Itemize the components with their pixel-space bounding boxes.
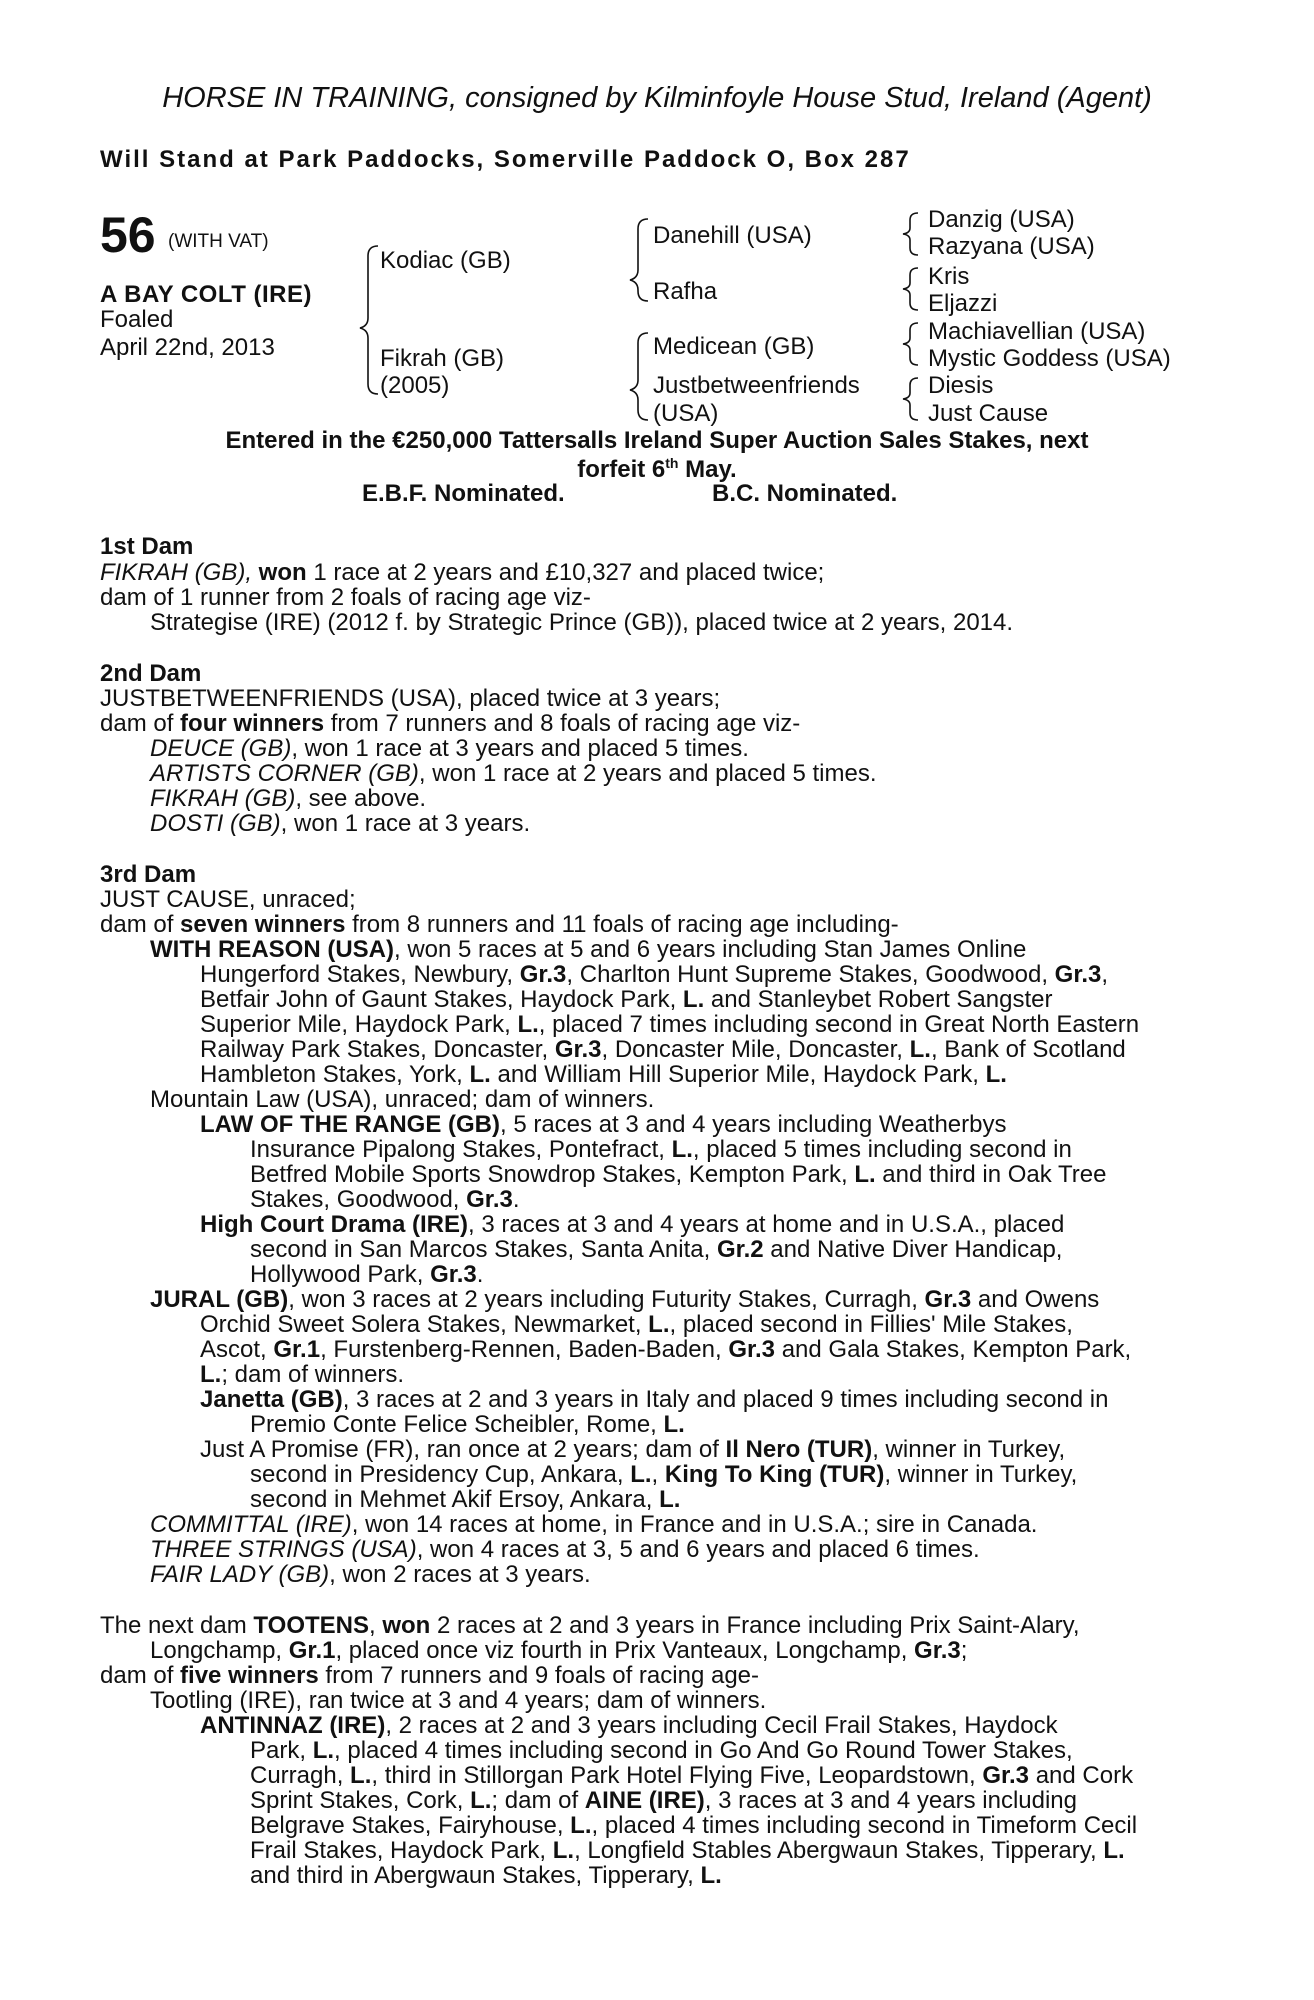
third-dam-line: Stakes, Goodwood, Gr.3.	[250, 1186, 520, 1213]
third-dam-line: Hambleton Stakes, York, L. and William Hill Superior Mile, Haydock Park, L.	[200, 1061, 1007, 1088]
third-dam-line: High Court Drama (IRE), 3 races at 3 and 4 years at home and in U.S.A., placed	[200, 1211, 1065, 1238]
third-dam-line: THREE STRINGS (USA), won 4 races at 3, 5 and 6 years and placed 6 times.	[150, 1536, 980, 1563]
ebf-nominated: E.B.F. Nominated.	[362, 480, 565, 507]
third-dam-line: Hollywood Park, Gr.3.	[250, 1261, 484, 1288]
pedigree-dam-dam-2: (USA)	[653, 400, 719, 427]
third-dam-line: JUST CAUSE, unraced;	[100, 886, 356, 913]
vat-note: (WITH VAT)	[168, 231, 269, 252]
pedigree-dam-dam: Justbetweenfriends	[653, 372, 860, 399]
pedigree-dam-year: (2005)	[380, 372, 450, 399]
next-dam-line: dam of five winners from 7 runners and 9 foals of racing age-	[100, 1662, 760, 1689]
pedigree-sire-dam: Rafha	[653, 278, 718, 305]
pedigree-dss: Machiavellian (USA)	[928, 318, 1146, 345]
third-dam-line: Janetta (GB), 3 races at 2 and 3 years in Italy and placed 9 times including second in	[200, 1386, 1109, 1413]
third-dam-line: Mountain Law (USA), unraced; dam of winners.	[150, 1086, 655, 1113]
second-dam-line: JUSTBETWEENFRIENDS (USA), placed twice at 3 years;	[100, 685, 721, 712]
third-dam-line: WITH REASON (USA), won 5 races at 5 and 6 years including Stan James Online	[150, 936, 1027, 963]
next-dam-line: and third in Abergwaun Stakes, Tipperary, L.	[250, 1862, 722, 1889]
third-dam-line: Orchid Sweet Solera Stakes, Newmarket, L., placed second in Fillies' Mile Stakes,	[200, 1311, 1073, 1338]
third-dam-line: Hungerford Stakes, Newbury, Gr.3, Charlton Hunt Supreme Stakes, Goodwood, Gr.3,	[200, 961, 1109, 988]
next-dam-line: The next dam TOOTENS, won 2 races at 2 and 3 years in France including Prix Saint-Alary,	[100, 1612, 1080, 1639]
next-dam-line: Frail Stakes, Haydock Park, L., Longfield Stables Abergwaun Stakes, Tipperary, L.	[250, 1837, 1125, 1864]
pedigree-sire: Kodiac (GB)	[380, 247, 511, 274]
third-dam-heading: 3rd Dam	[100, 861, 197, 888]
entry-line-2: forfeit 6th May.	[577, 455, 737, 483]
first-dam-line: Strategise (IRE) (2012 f. by Strategic Prince (GB)), placed twice at 2 years, 2014.	[150, 609, 1014, 636]
entry-line-1: Entered in the €250,000 Tattersalls Ireland Super Auction Sales Stakes, next	[225, 427, 1089, 454]
pedigree-sds: Kris	[928, 263, 970, 290]
pedigree-ssd: Razyana (USA)	[928, 233, 1095, 260]
third-dam-line: L.; dam of winners.	[200, 1361, 405, 1388]
pedigree-dam-sire: Medicean (GB)	[653, 333, 815, 360]
next-dam-line: Longchamp, Gr.1, placed once viz fourth in Prix Vanteaux, Longchamp, Gr.3;	[150, 1637, 968, 1664]
pedigree-sdd: Eljazzi	[928, 290, 998, 317]
second-dam-line: DEUCE (GB), won 1 race at 3 years and placed 5 times.	[150, 735, 749, 762]
page-title: HORSE IN TRAINING, consigned by Kilminfoyle House Stud, Ireland (Agent)	[162, 82, 1152, 114]
second-dam-line: dam of four winners from 7 runners and 8 foals of racing age viz-	[100, 710, 801, 737]
lot-number: 56	[100, 207, 156, 263]
third-dam-line: second in Mehmet Akif Ersoy, Ankara, L.	[250, 1486, 681, 1513]
next-dam-line: Park, L., placed 4 times including second in Go And Go Round Tower Stakes,	[250, 1737, 1073, 1764]
third-dam-line: Just A Promise (FR), ran once at 2 years; dam of Il Nero (TUR), winner in Turkey,	[200, 1436, 1066, 1463]
first-dam-line: FIKRAH (GB), won 1 race at 2 years and £10,327 and placed twice;	[100, 559, 825, 586]
third-dam-line: Railway Park Stakes, Doncaster, Gr.3, Doncaster Mile, Doncaster, L., Bank of Scotland	[200, 1036, 1126, 1063]
third-dam-line: LAW OF THE RANGE (GB), 5 races at 3 and 4 years including Weatherbys	[200, 1111, 1007, 1138]
foaled-label: Foaled	[100, 306, 174, 333]
first-dam-heading: 1st Dam	[100, 533, 194, 560]
first-dam-line: dam of 1 runner from 2 foals of racing age viz-	[100, 584, 591, 611]
third-dam-line: Betfred Mobile Sports Snowdrop Stakes, Kempton Park, L. and third in Oak Tree	[250, 1161, 1107, 1188]
third-dam-line: dam of seven winners from 8 runners and 11 foals of racing age including-	[100, 911, 899, 938]
pedigree-ddd: Just Cause	[928, 400, 1049, 427]
third-dam-line: Premio Conte Felice Scheibler, Rome, L.	[250, 1411, 685, 1438]
third-dam-line: second in Presidency Cup, Ankara, L., King To King (TUR), winner in Turkey,	[250, 1461, 1078, 1488]
pedigree-dsd: Mystic Goddess (USA)	[928, 345, 1171, 372]
third-dam-line: Ascot, Gr.1, Furstenberg-Rennen, Baden-Baden, Gr.3 and Gala Stakes, Kempton Park,	[200, 1336, 1132, 1363]
second-dam-line: FIKRAH (GB), see above.	[150, 785, 427, 812]
next-dam-line: Belgrave Stakes, Fairyhouse, L., placed 4 times including second in Timeform Cecil	[250, 1812, 1138, 1839]
next-dam-line: ANTINNAZ (IRE), 2 races at 2 and 3 years including Cecil Frail Stakes, Haydock	[200, 1712, 1058, 1739]
second-dam-line: ARTISTS CORNER (GB), won 1 race at 2 years and placed 5 times.	[150, 760, 877, 787]
pedigree-sss: Danzig (USA)	[928, 206, 1075, 233]
pedigree-sire-sire: Danehill (USA)	[653, 222, 812, 249]
third-dam-line: second in San Marcos Stakes, Santa Anita, Gr.2 and Native Diver Handicap,	[250, 1236, 1063, 1263]
third-dam-line: Insurance Pipalong Stakes, Pontefract, L., placed 5 times including second in	[250, 1136, 1072, 1163]
foaled-date: April 22nd, 2013	[100, 334, 275, 361]
second-dam-heading: 2nd Dam	[100, 660, 202, 687]
next-dam-line: Sprint Stakes, Cork, L.; dam of AINE (IRE), 3 races at 3 and 4 years including	[250, 1787, 1078, 1814]
horse-name: A BAY COLT (IRE)	[100, 281, 313, 308]
third-dam-line: JURAL (GB), won 3 races at 2 years including Futurity Stakes, Curragh, Gr.3 and Owens	[150, 1286, 1100, 1313]
third-dam-line: FAIR LADY (GB), won 2 races at 3 years.	[150, 1561, 591, 1588]
third-dam-line: Superior Mile, Haydock Park, L., placed 7 times including second in Great North Eastern	[200, 1011, 1140, 1038]
second-dam-line: DOSTI (GB), won 1 race at 3 years.	[150, 810, 531, 837]
pedigree-dam: Fikrah (GB)	[380, 345, 505, 372]
stand-location: Will Stand at Park Paddocks, Somerville Paddock O, Box 287	[100, 146, 911, 173]
next-dam-line: Curragh, L., third in Stillorgan Park Hotel Flying Five, Leopardstown, Gr.3 and Cork	[250, 1762, 1134, 1789]
next-dam-line: Tootling (IRE), ran twice at 3 and 4 years; dam of winners.	[150, 1687, 767, 1714]
bc-nominated: B.C. Nominated.	[712, 480, 898, 507]
pedigree-dds: Diesis	[928, 372, 994, 399]
third-dam-line: COMMITTAL (IRE), won 14 races at home, in France and in U.S.A.; sire in Canada.	[150, 1511, 1038, 1538]
third-dam-line: Betfair John of Gaunt Stakes, Haydock Park, L. and Stanleybet Robert Sangster	[200, 986, 1053, 1013]
